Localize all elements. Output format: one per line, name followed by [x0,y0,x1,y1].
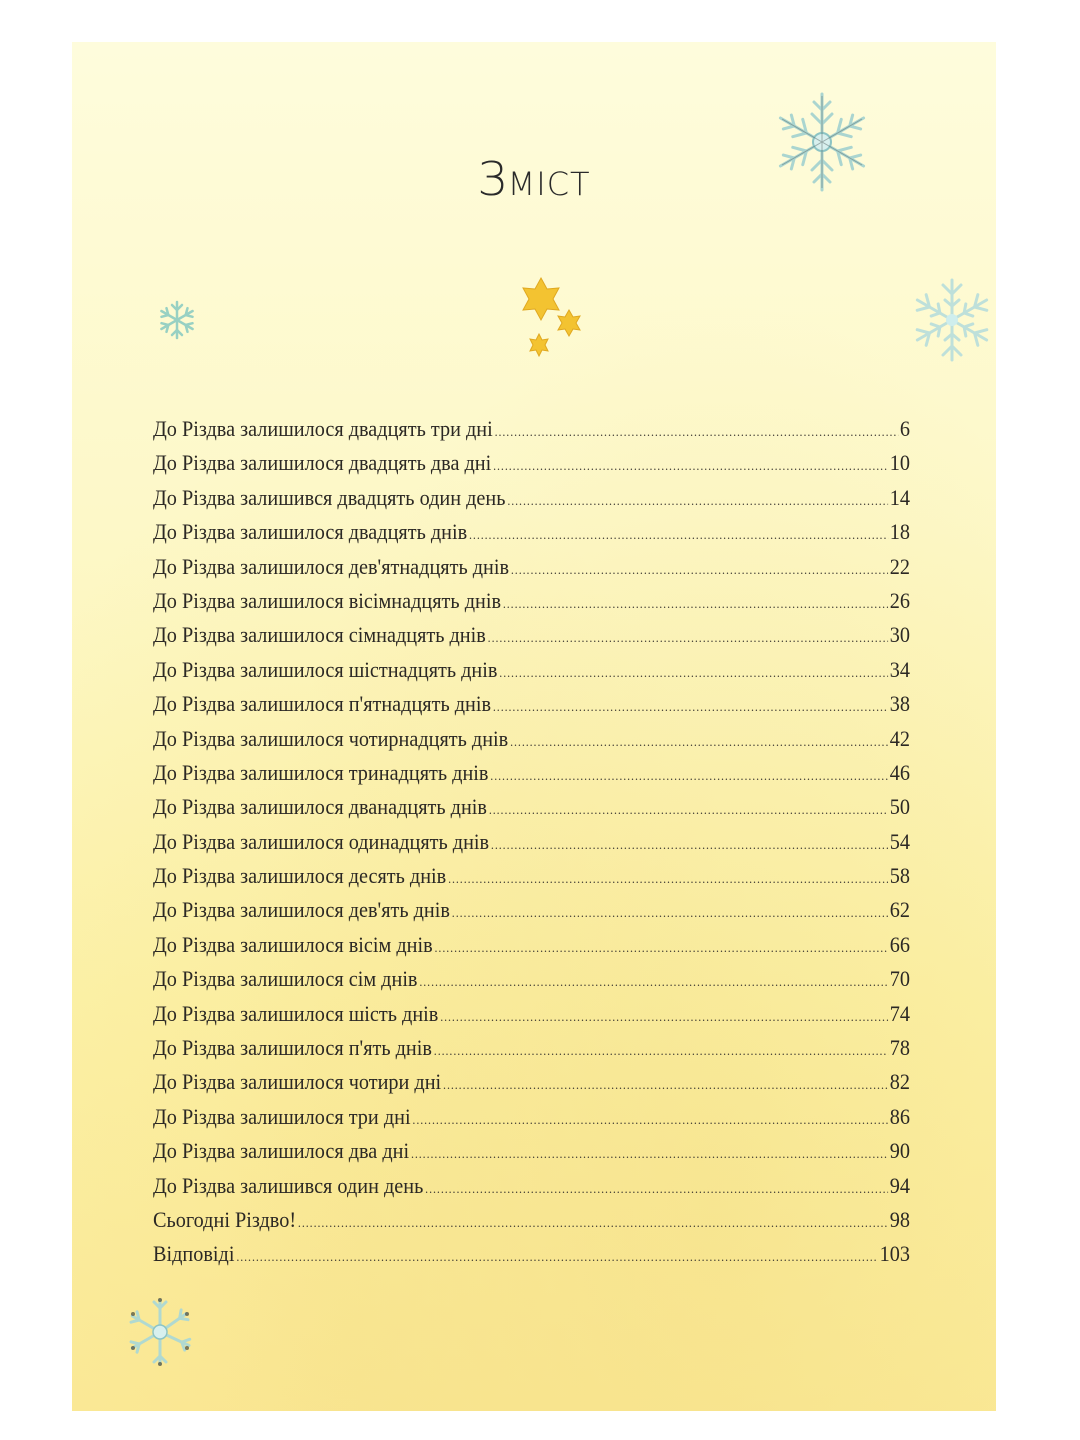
toc-entry[interactable] [153,481,910,515]
toc-entry[interactable] [153,1237,910,1271]
dot-leader [411,1137,888,1171]
toc-entry[interactable] [153,446,910,480]
toc-entry[interactable] [153,550,910,584]
toc-entry-title: Сьогодні Різдво! [153,1206,297,1232]
toc-entry-page: 6 [899,416,911,441]
toc-entry-page: 38 [889,691,911,717]
toc-entry[interactable] [153,1169,910,1203]
toc-entry[interactable] [153,825,910,859]
toc-entry-title: До Різдва залишилося двадцять три дні [153,416,493,441]
toc-entry-page: 58 [889,863,911,889]
dot-leader [440,1000,888,1034]
dot-leader [495,415,898,449]
book-page [72,42,996,1411]
toc-entry-page: 50 [889,794,911,820]
dot-leader [448,862,888,896]
toc-entry-title: До Різдва залишилося чотирнадцять днів [153,725,509,751]
toc-entry[interactable] [153,756,910,790]
dot-leader [493,449,888,483]
dot-leader [489,793,888,827]
toc-entry-title: До Різдва залишилося шістнадцять днів [153,656,498,682]
toc-entry[interactable] [153,653,910,687]
dot-leader [490,759,888,793]
toc-entry[interactable] [153,1065,910,1099]
toc-entry-title: До Різдва залишився один день [153,1172,424,1198]
star-icon [526,332,552,358]
toc-entry-page: 94 [889,1172,911,1198]
dot-leader [511,553,888,587]
toc-entry[interactable] [153,1031,910,1065]
toc-entry-page: 10 [889,450,911,476]
snowflake-icon [902,270,996,370]
toc-entry-title: До Різдва залишилося вісім днів [153,931,433,957]
toc-entry-title: До Різдва залишилося дев'ять днів [153,897,450,923]
toc-entry[interactable] [153,893,910,927]
toc-entry-title: До Різдва залишилося шість днів [153,1000,439,1026]
toc-entry[interactable] [153,790,910,824]
toc-entry[interactable] [153,962,910,996]
dot-leader [452,896,888,930]
dot-leader [499,656,888,690]
dot-leader [412,1103,888,1137]
toc-entry[interactable] [153,1134,910,1168]
dot-leader [493,690,888,724]
dot-leader [298,1206,888,1240]
toc-entry[interactable] [153,1203,910,1237]
dot-leader [507,484,888,518]
toc-entry-page: 30 [889,622,911,648]
toc-entry[interactable] [153,859,910,893]
dot-leader [510,725,888,759]
dot-leader [443,1068,888,1102]
snowflake-icon [154,297,200,343]
toc-entry-title: До Різдва залишилося два дні [153,1138,410,1164]
toc-entry-page: 54 [889,828,911,854]
toc-entry-page: 34 [889,656,911,682]
toc-entry-title: До Різдва залишилося одинадцять днів [153,828,490,854]
toc-entry[interactable] [153,928,910,962]
toc-entry-title: До Різдва залишилося двадцять два дні [153,450,492,476]
toc-entry-title: До Різдва залишилося п'ять днів [153,1035,432,1061]
toc-entry-page: 46 [889,759,911,785]
toc-entry-page: 22 [889,553,911,579]
toc-entry-title: До Різдва залишилося чотири дні [153,1069,442,1095]
toc-entry-title: Відповіді [153,1241,235,1267]
toc-entry-page: 103 [879,1241,911,1267]
dot-leader [469,518,888,552]
toc-entry-title: До Різдва залишилося тринадцять днів [153,759,489,785]
toc-entry-page: 78 [889,1035,911,1061]
toc-entry-title: До Різдва залишилося дев'ятнадцять днів [153,553,510,579]
toc-entry-page: 18 [889,519,911,545]
toc-entry-page: 74 [889,1000,911,1026]
toc-entry-title: До Різдва залишилося вісімнадцять днів [153,587,502,613]
dot-leader [419,965,888,999]
toc-entry[interactable] [153,722,910,756]
dot-leader [435,931,888,965]
dot-leader [503,587,888,621]
toc-entry-page: 62 [889,897,911,923]
toc-entry-title: До Різдва залишилося сім днів [153,966,418,992]
toc-entry-title: До Різдва залишилося три дні [153,1103,411,1129]
toc-entry-title: До Різдва залишилося дванадцять днів [153,794,487,820]
table-of-contents [153,412,910,1272]
toc-entry[interactable] [153,515,910,549]
toc-entry-page: 82 [889,1069,911,1095]
toc-entry-page: 14 [889,484,911,510]
toc-entry-page: 66 [889,931,911,957]
snowflake-icon [762,82,882,202]
dot-leader [236,1240,877,1274]
dot-leader [425,1172,888,1206]
toc-entry-page: 42 [889,725,911,751]
dot-leader [491,828,888,862]
toc-entry-title: До Різдва залишилося двадцять днів [153,519,468,545]
toc-entry[interactable] [153,1100,910,1134]
dot-leader [488,621,888,655]
toc-entry-title: До Різдва залишилося п'ятнадцять днів [153,691,492,717]
page-title: Зміст [477,152,591,206]
toc-entry-page: 86 [889,1103,911,1129]
toc-entry[interactable] [153,412,910,446]
star-icon [554,308,584,338]
toc-entry[interactable] [153,618,910,652]
toc-entry-page: 90 [889,1138,911,1164]
dot-leader [434,1034,888,1068]
toc-entry-page: 70 [889,966,911,992]
toc-entry-title: До Різдва залишилося сімнадцять днів [153,622,486,648]
toc-entry-title: До Різдва залишився двадцять один день [153,484,506,510]
toc-entry[interactable] [153,584,910,618]
toc-entry-page: 26 [889,587,911,613]
toc-entry-title: До Різдва залишилося десять днів [153,863,447,889]
toc-entry[interactable] [153,997,910,1031]
snowflake-icon [120,1292,200,1372]
toc-entry[interactable] [153,687,910,721]
toc-entry-page: 98 [889,1206,911,1232]
